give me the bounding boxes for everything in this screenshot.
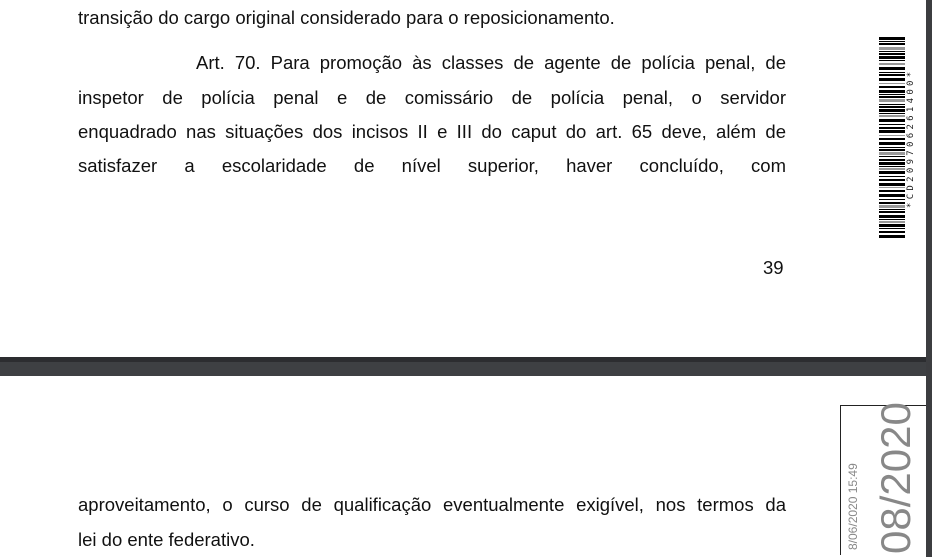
- barcode: [879, 37, 905, 240]
- barcode-bar: [879, 187, 905, 188]
- barcode-bar: [879, 190, 905, 192]
- barcode-bar: [879, 109, 905, 112]
- barcode-bar: [879, 78, 905, 81]
- barcode-bar: [879, 43, 905, 45]
- barcode-bar: [879, 104, 905, 105]
- text-line: enquadrado nas situações dos incisos II e III do caput do art. 65 deve, além de: [78, 121, 786, 142]
- text-line: lei do ente federativo.: [78, 529, 255, 550]
- stamp-datetime: 8/06/2020 15:49: [846, 463, 860, 550]
- barcode-bar: [879, 113, 905, 114]
- barcode-bar: [879, 176, 905, 177]
- barcode-bar: [879, 47, 905, 50]
- text-line: aproveitamento, o curso de qualificação eventualmente exigível, nos termos da: [78, 494, 786, 515]
- barcode-bar: [879, 147, 905, 148]
- barcode-bar: [879, 99, 905, 102]
- barcode-bar: [879, 106, 905, 108]
- barcode-bar: [879, 199, 905, 200]
- barcode-bar: [879, 183, 905, 186]
- text-line: Art. 70. Para promoção às classes de agente de polícia penal, de: [196, 52, 786, 73]
- barcode-bar: [879, 221, 905, 223]
- barcode-bar: [879, 149, 905, 151]
- barcode-bar: [879, 41, 905, 42]
- barcode-bar: [879, 51, 905, 52]
- text-line: satisfazer a escolaridade de nível superior, haver concluído, com: [78, 155, 786, 176]
- text-line: inspetor de polícia penal e de comissário de polícia penal, o servidor: [78, 87, 786, 108]
- barcode-bar: [879, 60, 905, 61]
- barcode-bar: [879, 130, 905, 133]
- page-separator: [0, 357, 932, 376]
- barcode-bar: [879, 168, 905, 170]
- barcode-bar: [879, 124, 905, 125]
- barcode-bar: [879, 83, 905, 84]
- barcode-bar: [879, 166, 905, 167]
- barcode-bar: [879, 127, 905, 129]
- barcode-bar: [879, 94, 905, 95]
- barcode-bar: [879, 211, 905, 213]
- barcode-bar: [879, 231, 905, 233]
- barcode-bar: [879, 135, 905, 136]
- barcode-bar: [879, 228, 905, 229]
- barcode-bar: [879, 90, 905, 93]
- scrollbar-track[interactable]: [926, 0, 932, 557]
- barcode-bar: [879, 56, 905, 59]
- barcode-bar: [879, 202, 905, 204]
- barcode-bar: [879, 115, 905, 117]
- barcode-bar: [879, 152, 905, 155]
- barcode-bar: [879, 138, 905, 140]
- barcode-bar: [879, 162, 905, 165]
- barcode-bar: [879, 219, 905, 220]
- barcode-bar: [879, 119, 905, 122]
- barcode-bar: [879, 209, 905, 210]
- barcode-bar: [879, 67, 905, 70]
- barcode-bar: [879, 53, 905, 55]
- barcode-bar: [879, 205, 905, 208]
- barcode-bar: [879, 235, 905, 238]
- barcode-bar: [879, 63, 905, 65]
- stamp-date-large: 08/2020: [872, 402, 919, 554]
- barcode-text: *CD209706261400*: [906, 68, 916, 209]
- text-line: transição do cargo original considerado para o reposicionamento.: [78, 7, 615, 28]
- barcode-bar: [879, 215, 905, 218]
- page-number: 39: [763, 257, 784, 278]
- document-page-40: [0, 376, 926, 557]
- barcode-bar: [879, 37, 905, 40]
- barcode-bar: [879, 96, 905, 98]
- barcode-bar: [879, 179, 905, 181]
- barcode-bar: [879, 159, 905, 161]
- barcode-bar: [879, 171, 905, 174]
- barcode-bar: [879, 194, 905, 197]
- barcode-bar: [879, 86, 905, 88]
- barcode-bar: [879, 142, 905, 145]
- barcode-bar: [879, 156, 905, 157]
- barcode-bar: [879, 74, 905, 76]
- barcode-bar: [879, 72, 905, 73]
- barcode-bar: [879, 224, 905, 227]
